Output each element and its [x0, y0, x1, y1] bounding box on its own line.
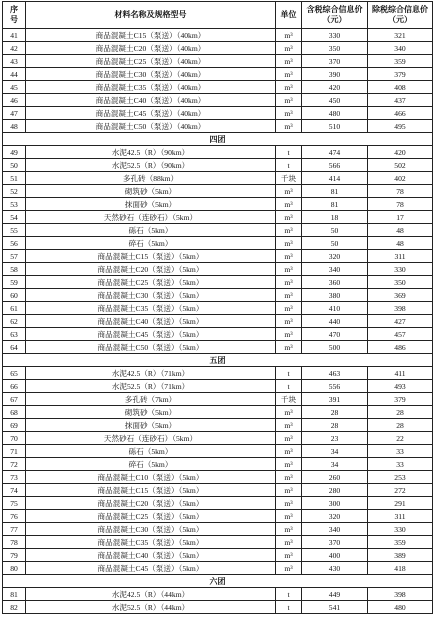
table-row — [3, 55, 433, 68]
cell-no: 52 — [3, 185, 26, 198]
cell-unit: 千块 — [276, 393, 302, 406]
table-row — [3, 68, 433, 81]
table-row — [3, 562, 433, 575]
cell-unit: m³ — [276, 185, 302, 198]
cell-price-tax: 410 — [302, 302, 368, 315]
cell-no: 48 — [3, 120, 26, 133]
cell-price-notax: 272 — [368, 484, 433, 497]
table-row — [3, 315, 433, 328]
cell-name: 商品混凝土C30（泵送）（5km） — [26, 289, 276, 302]
table-row — [3, 484, 433, 497]
cell-price-tax: 28 — [302, 406, 368, 419]
cell-price-tax: 81 — [302, 198, 368, 211]
cell-name: 砾石（5km） — [26, 445, 276, 458]
table-row — [3, 328, 433, 341]
table-row — [3, 42, 433, 55]
cell-unit: m³ — [276, 432, 302, 445]
cell-no: 46 — [3, 94, 26, 107]
cell-price-notax: 340 — [368, 42, 433, 55]
cell-price-tax: 400 — [302, 549, 368, 562]
cell-no: 71 — [3, 445, 26, 458]
cell-price-tax: 18 — [302, 211, 368, 224]
cell-no: 44 — [3, 68, 26, 81]
cell-no: 45 — [3, 81, 26, 94]
table-row — [3, 172, 433, 185]
cell-price-tax: 300 — [302, 497, 368, 510]
table-row — [3, 263, 433, 276]
cell-price-notax: 48 — [368, 224, 433, 237]
cell-no: 62 — [3, 315, 26, 328]
cell-unit: m³ — [276, 497, 302, 510]
cell-name: 商品混凝土C15（泵送）（40km） — [26, 29, 276, 42]
cell-price-tax: 556 — [302, 380, 368, 393]
cell-name: 商品混凝土C40（泵送）（5km） — [26, 315, 276, 328]
cell-price-tax: 391 — [302, 393, 368, 406]
table-row — [3, 497, 433, 510]
cell-price-tax: 414 — [302, 172, 368, 185]
group-label: 五团 — [3, 354, 433, 367]
cell-price-notax: 398 — [368, 588, 433, 601]
cell-price-notax: 321 — [368, 29, 433, 42]
cell-name: 商品混凝土C35（泵送）（5km） — [26, 536, 276, 549]
cell-price-tax: 449 — [302, 588, 368, 601]
cell-unit: m³ — [276, 341, 302, 354]
cell-no: 79 — [3, 549, 26, 562]
table-row — [3, 237, 433, 250]
cell-name: 商品混凝土C45（泵送）（5km） — [26, 562, 276, 575]
cell-price-tax: 320 — [302, 250, 368, 263]
cell-price-notax: 28 — [368, 419, 433, 432]
cell-name: 商品混凝土C25（泵送）（40km） — [26, 55, 276, 68]
cell-price-notax: 78 — [368, 185, 433, 198]
cell-unit: m³ — [276, 549, 302, 562]
cell-price-tax: 330 — [302, 29, 368, 42]
cell-price-tax: 380 — [302, 289, 368, 302]
table-row — [3, 367, 433, 380]
header-name: 材料名称及规格型号 — [26, 2, 276, 29]
cell-price-notax: 418 — [368, 562, 433, 575]
cell-unit: t — [276, 380, 302, 393]
table-row — [3, 302, 433, 315]
cell-price-notax: 457 — [368, 328, 433, 341]
cell-unit: m³ — [276, 68, 302, 81]
table-row — [3, 289, 433, 302]
table-row — [3, 458, 433, 471]
cell-unit: m³ — [276, 224, 302, 237]
cell-unit: t — [276, 146, 302, 159]
cell-no: 57 — [3, 250, 26, 263]
cell-price-notax: 48 — [368, 237, 433, 250]
cell-name: 商品混凝土C50（泵送）（5km） — [26, 341, 276, 354]
cell-no: 75 — [3, 497, 26, 510]
cell-price-notax: 369 — [368, 289, 433, 302]
cell-price-notax: 330 — [368, 523, 433, 536]
cell-name: 商品混凝土C20（泵送）（5km） — [26, 263, 276, 276]
cell-name: 商品混凝土C45（泵送）（40km） — [26, 107, 276, 120]
table-row — [3, 224, 433, 237]
cell-price-tax: 370 — [302, 55, 368, 68]
cell-no: 64 — [3, 341, 26, 354]
table-row — [3, 549, 433, 562]
cell-unit: t — [276, 367, 302, 380]
cell-name: 商品混凝土C10（泵送）（5km） — [26, 471, 276, 484]
cell-price-tax: 474 — [302, 146, 368, 159]
cell-unit: m³ — [276, 510, 302, 523]
cell-name: 商品混凝土C15（泵送）（5km） — [26, 250, 276, 263]
cell-price-tax: 50 — [302, 224, 368, 237]
cell-unit: m³ — [276, 29, 302, 42]
cell-price-notax: 379 — [368, 68, 433, 81]
cell-price-notax: 33 — [368, 458, 433, 471]
cell-price-tax: 500 — [302, 341, 368, 354]
header-price-notax: 除税综合信息价 （元） — [368, 2, 433, 29]
cell-price-tax: 50 — [302, 237, 368, 250]
cell-price-tax: 370 — [302, 536, 368, 549]
cell-unit: m³ — [276, 120, 302, 133]
cell-price-notax: 22 — [368, 432, 433, 445]
cell-unit: m³ — [276, 107, 302, 120]
header-no: 序 号 — [3, 2, 26, 29]
table-row — [3, 120, 433, 133]
table-row — [3, 445, 433, 458]
cell-price-notax: 389 — [368, 549, 433, 562]
cell-no: 66 — [3, 380, 26, 393]
cell-price-notax: 402 — [368, 172, 433, 185]
cell-name: 水泥42.5（R）（44km） — [26, 588, 276, 601]
table-row — [3, 276, 433, 289]
cell-no: 80 — [3, 562, 26, 575]
cell-no: 54 — [3, 211, 26, 224]
cell-unit: t — [276, 601, 302, 614]
table-row — [3, 471, 433, 484]
table-body — [3, 29, 433, 614]
cell-unit: m³ — [276, 458, 302, 471]
cell-price-tax: 430 — [302, 562, 368, 575]
cell-price-notax: 408 — [368, 81, 433, 94]
cell-unit: m³ — [276, 94, 302, 107]
cell-price-tax: 340 — [302, 263, 368, 276]
group-header-row — [3, 133, 433, 146]
cell-price-tax: 34 — [302, 458, 368, 471]
cell-name: 商品混凝土C40（泵送）（5km） — [26, 549, 276, 562]
cell-price-tax: 480 — [302, 107, 368, 120]
cell-unit: m³ — [276, 562, 302, 575]
cell-no: 63 — [3, 328, 26, 341]
table-row — [3, 94, 433, 107]
cell-price-notax: 253 — [368, 471, 433, 484]
cell-name: 天然砂石（连砂石）（5km） — [26, 432, 276, 445]
table-row — [3, 393, 433, 406]
cell-unit: m³ — [276, 237, 302, 250]
cell-name: 水泥52.5（R）（90km） — [26, 159, 276, 172]
table-row — [3, 250, 433, 263]
cell-price-notax: 78 — [368, 198, 433, 211]
cell-price-notax: 311 — [368, 510, 433, 523]
cell-name: 砌筑砂（5km） — [26, 406, 276, 419]
cell-no: 76 — [3, 510, 26, 523]
header-unit: 单位 — [276, 2, 302, 29]
cell-price-tax: 23 — [302, 432, 368, 445]
cell-no: 43 — [3, 55, 26, 68]
table-row — [3, 146, 433, 159]
cell-no: 77 — [3, 523, 26, 536]
cell-no: 74 — [3, 484, 26, 497]
cell-name: 商品混凝土C20（泵送）（40km） — [26, 42, 276, 55]
cell-price-notax: 330 — [368, 263, 433, 276]
table-row — [3, 341, 433, 354]
cell-name: 商品混凝土C15（泵送）（5km） — [26, 484, 276, 497]
cell-price-notax: 502 — [368, 159, 433, 172]
cell-name: 碎石（5km） — [26, 237, 276, 250]
table-row — [3, 419, 433, 432]
cell-unit: m³ — [276, 302, 302, 315]
cell-price-tax: 320 — [302, 510, 368, 523]
cell-unit: m³ — [276, 471, 302, 484]
cell-price-notax: 291 — [368, 497, 433, 510]
cell-price-tax: 81 — [302, 185, 368, 198]
cell-price-tax: 566 — [302, 159, 368, 172]
table-row — [3, 81, 433, 94]
cell-no: 59 — [3, 276, 26, 289]
cell-unit: m³ — [276, 250, 302, 263]
table-row — [3, 406, 433, 419]
table-row — [3, 159, 433, 172]
cell-name: 抹面砂（5km） — [26, 198, 276, 211]
table-row — [3, 380, 433, 393]
cell-unit: m³ — [276, 523, 302, 536]
cell-unit: t — [276, 159, 302, 172]
cell-price-tax: 420 — [302, 81, 368, 94]
cell-no: 67 — [3, 393, 26, 406]
cell-price-tax: 34 — [302, 445, 368, 458]
cell-no: 47 — [3, 107, 26, 120]
cell-no: 51 — [3, 172, 26, 185]
cell-unit: 千块 — [276, 172, 302, 185]
cell-no: 61 — [3, 302, 26, 315]
cell-unit: m³ — [276, 198, 302, 211]
cell-price-notax: 359 — [368, 55, 433, 68]
cell-price-tax: 463 — [302, 367, 368, 380]
cell-no: 70 — [3, 432, 26, 445]
cell-price-notax: 398 — [368, 302, 433, 315]
cell-name: 水泥42.5（R）（90km） — [26, 146, 276, 159]
cell-name: 天然砂石（连砂石）（5km） — [26, 211, 276, 224]
cell-unit: m³ — [276, 315, 302, 328]
table-row — [3, 523, 433, 536]
cell-name: 商品混凝土C45（泵送）（5km） — [26, 328, 276, 341]
group-header-row — [3, 354, 433, 367]
cell-price-notax: 495 — [368, 120, 433, 133]
cell-name: 商品混凝土C50（泵送）（40km） — [26, 120, 276, 133]
cell-price-notax: 33 — [368, 445, 433, 458]
table-row — [3, 510, 433, 523]
cell-name: 碎石（5km） — [26, 458, 276, 471]
cell-price-notax: 350 — [368, 276, 433, 289]
group-label: 六团 — [3, 575, 433, 588]
cell-price-notax: 480 — [368, 601, 433, 614]
cell-name: 商品混凝土C35（泵送）（5km） — [26, 302, 276, 315]
cell-price-notax: 437 — [368, 94, 433, 107]
cell-name: 多孔砖（88km） — [26, 172, 276, 185]
cell-price-notax: 493 — [368, 380, 433, 393]
cell-unit: t — [276, 588, 302, 601]
cell-price-tax: 340 — [302, 523, 368, 536]
cell-no: 82 — [3, 601, 26, 614]
cell-unit: m³ — [276, 445, 302, 458]
cell-price-notax: 359 — [368, 536, 433, 549]
cell-no: 50 — [3, 159, 26, 172]
cell-unit: m³ — [276, 406, 302, 419]
header-row — [3, 2, 433, 29]
table-row — [3, 536, 433, 549]
cell-name: 商品混凝土C25（泵送）（5km） — [26, 276, 276, 289]
table-row — [3, 107, 433, 120]
cell-name: 商品混凝土C30（泵送）（40km） — [26, 68, 276, 81]
table-row — [3, 211, 433, 224]
cell-name: 商品混凝土C25（泵送）（5km） — [26, 510, 276, 523]
cell-price-notax: 411 — [368, 367, 433, 380]
table-row — [3, 601, 433, 614]
cell-no: 56 — [3, 237, 26, 250]
cell-name: 商品混凝土C20（泵送）（5km） — [26, 497, 276, 510]
cell-no: 60 — [3, 289, 26, 302]
cell-no: 53 — [3, 198, 26, 211]
group-header-row — [3, 575, 433, 588]
cell-name: 多孔砖（7km） — [26, 393, 276, 406]
cell-price-notax: 379 — [368, 393, 433, 406]
cell-price-tax: 260 — [302, 471, 368, 484]
cell-name: 商品混凝土C40（泵送）（40km） — [26, 94, 276, 107]
cell-unit: m³ — [276, 55, 302, 68]
cell-price-notax: 420 — [368, 146, 433, 159]
table-row — [3, 198, 433, 211]
cell-unit: m³ — [276, 42, 302, 55]
cell-name: 抹面砂（5km） — [26, 419, 276, 432]
cell-price-tax: 390 — [302, 68, 368, 81]
cell-no: 58 — [3, 263, 26, 276]
cell-no: 42 — [3, 42, 26, 55]
cell-price-tax: 440 — [302, 315, 368, 328]
cell-no: 55 — [3, 224, 26, 237]
cell-price-tax: 350 — [302, 42, 368, 55]
cell-no: 49 — [3, 146, 26, 159]
cell-price-tax: 360 — [302, 276, 368, 289]
cell-no: 69 — [3, 419, 26, 432]
table-row — [3, 29, 433, 42]
cell-unit: m³ — [276, 328, 302, 341]
cell-unit: m³ — [276, 276, 302, 289]
table-row — [3, 185, 433, 198]
cell-name: 商品混凝土C30（泵送）（5km） — [26, 523, 276, 536]
cell-price-tax: 541 — [302, 601, 368, 614]
cell-name: 商品混凝土C35（泵送）（40km） — [26, 81, 276, 94]
cell-price-tax: 280 — [302, 484, 368, 497]
cell-no: 68 — [3, 406, 26, 419]
group-label: 四团 — [3, 133, 433, 146]
table-row — [3, 432, 433, 445]
cell-price-notax: 466 — [368, 107, 433, 120]
cell-unit: m³ — [276, 211, 302, 224]
cell-price-notax: 17 — [368, 211, 433, 224]
cell-price-notax: 311 — [368, 250, 433, 263]
cell-no: 81 — [3, 588, 26, 601]
cell-no: 72 — [3, 458, 26, 471]
cell-no: 65 — [3, 367, 26, 380]
cell-price-notax: 486 — [368, 341, 433, 354]
cell-price-notax: 28 — [368, 406, 433, 419]
cell-name: 水泥52.5（R）（44km） — [26, 601, 276, 614]
cell-name: 砾石（5km） — [26, 224, 276, 237]
cell-unit: m³ — [276, 263, 302, 276]
cell-unit: m³ — [276, 81, 302, 94]
cell-name: 砌筑砂（5km） — [26, 185, 276, 198]
header-price-tax: 含税综合信息价 （元） — [302, 2, 368, 29]
table-row — [3, 588, 433, 601]
cell-name: 水泥52.5（R）（71km） — [26, 380, 276, 393]
cell-price-notax: 427 — [368, 315, 433, 328]
cell-price-tax: 450 — [302, 94, 368, 107]
cell-unit: m³ — [276, 536, 302, 549]
cell-no: 73 — [3, 471, 26, 484]
cell-unit: m³ — [276, 289, 302, 302]
cell-price-tax: 28 — [302, 419, 368, 432]
cell-unit: m³ — [276, 419, 302, 432]
cell-name: 水泥42.5（R）（71km） — [26, 367, 276, 380]
cell-unit: m³ — [276, 484, 302, 497]
cell-price-tax: 510 — [302, 120, 368, 133]
price-table — [2, 1, 433, 614]
cell-no: 78 — [3, 536, 26, 549]
cell-price-tax: 470 — [302, 328, 368, 341]
cell-no: 41 — [3, 29, 26, 42]
